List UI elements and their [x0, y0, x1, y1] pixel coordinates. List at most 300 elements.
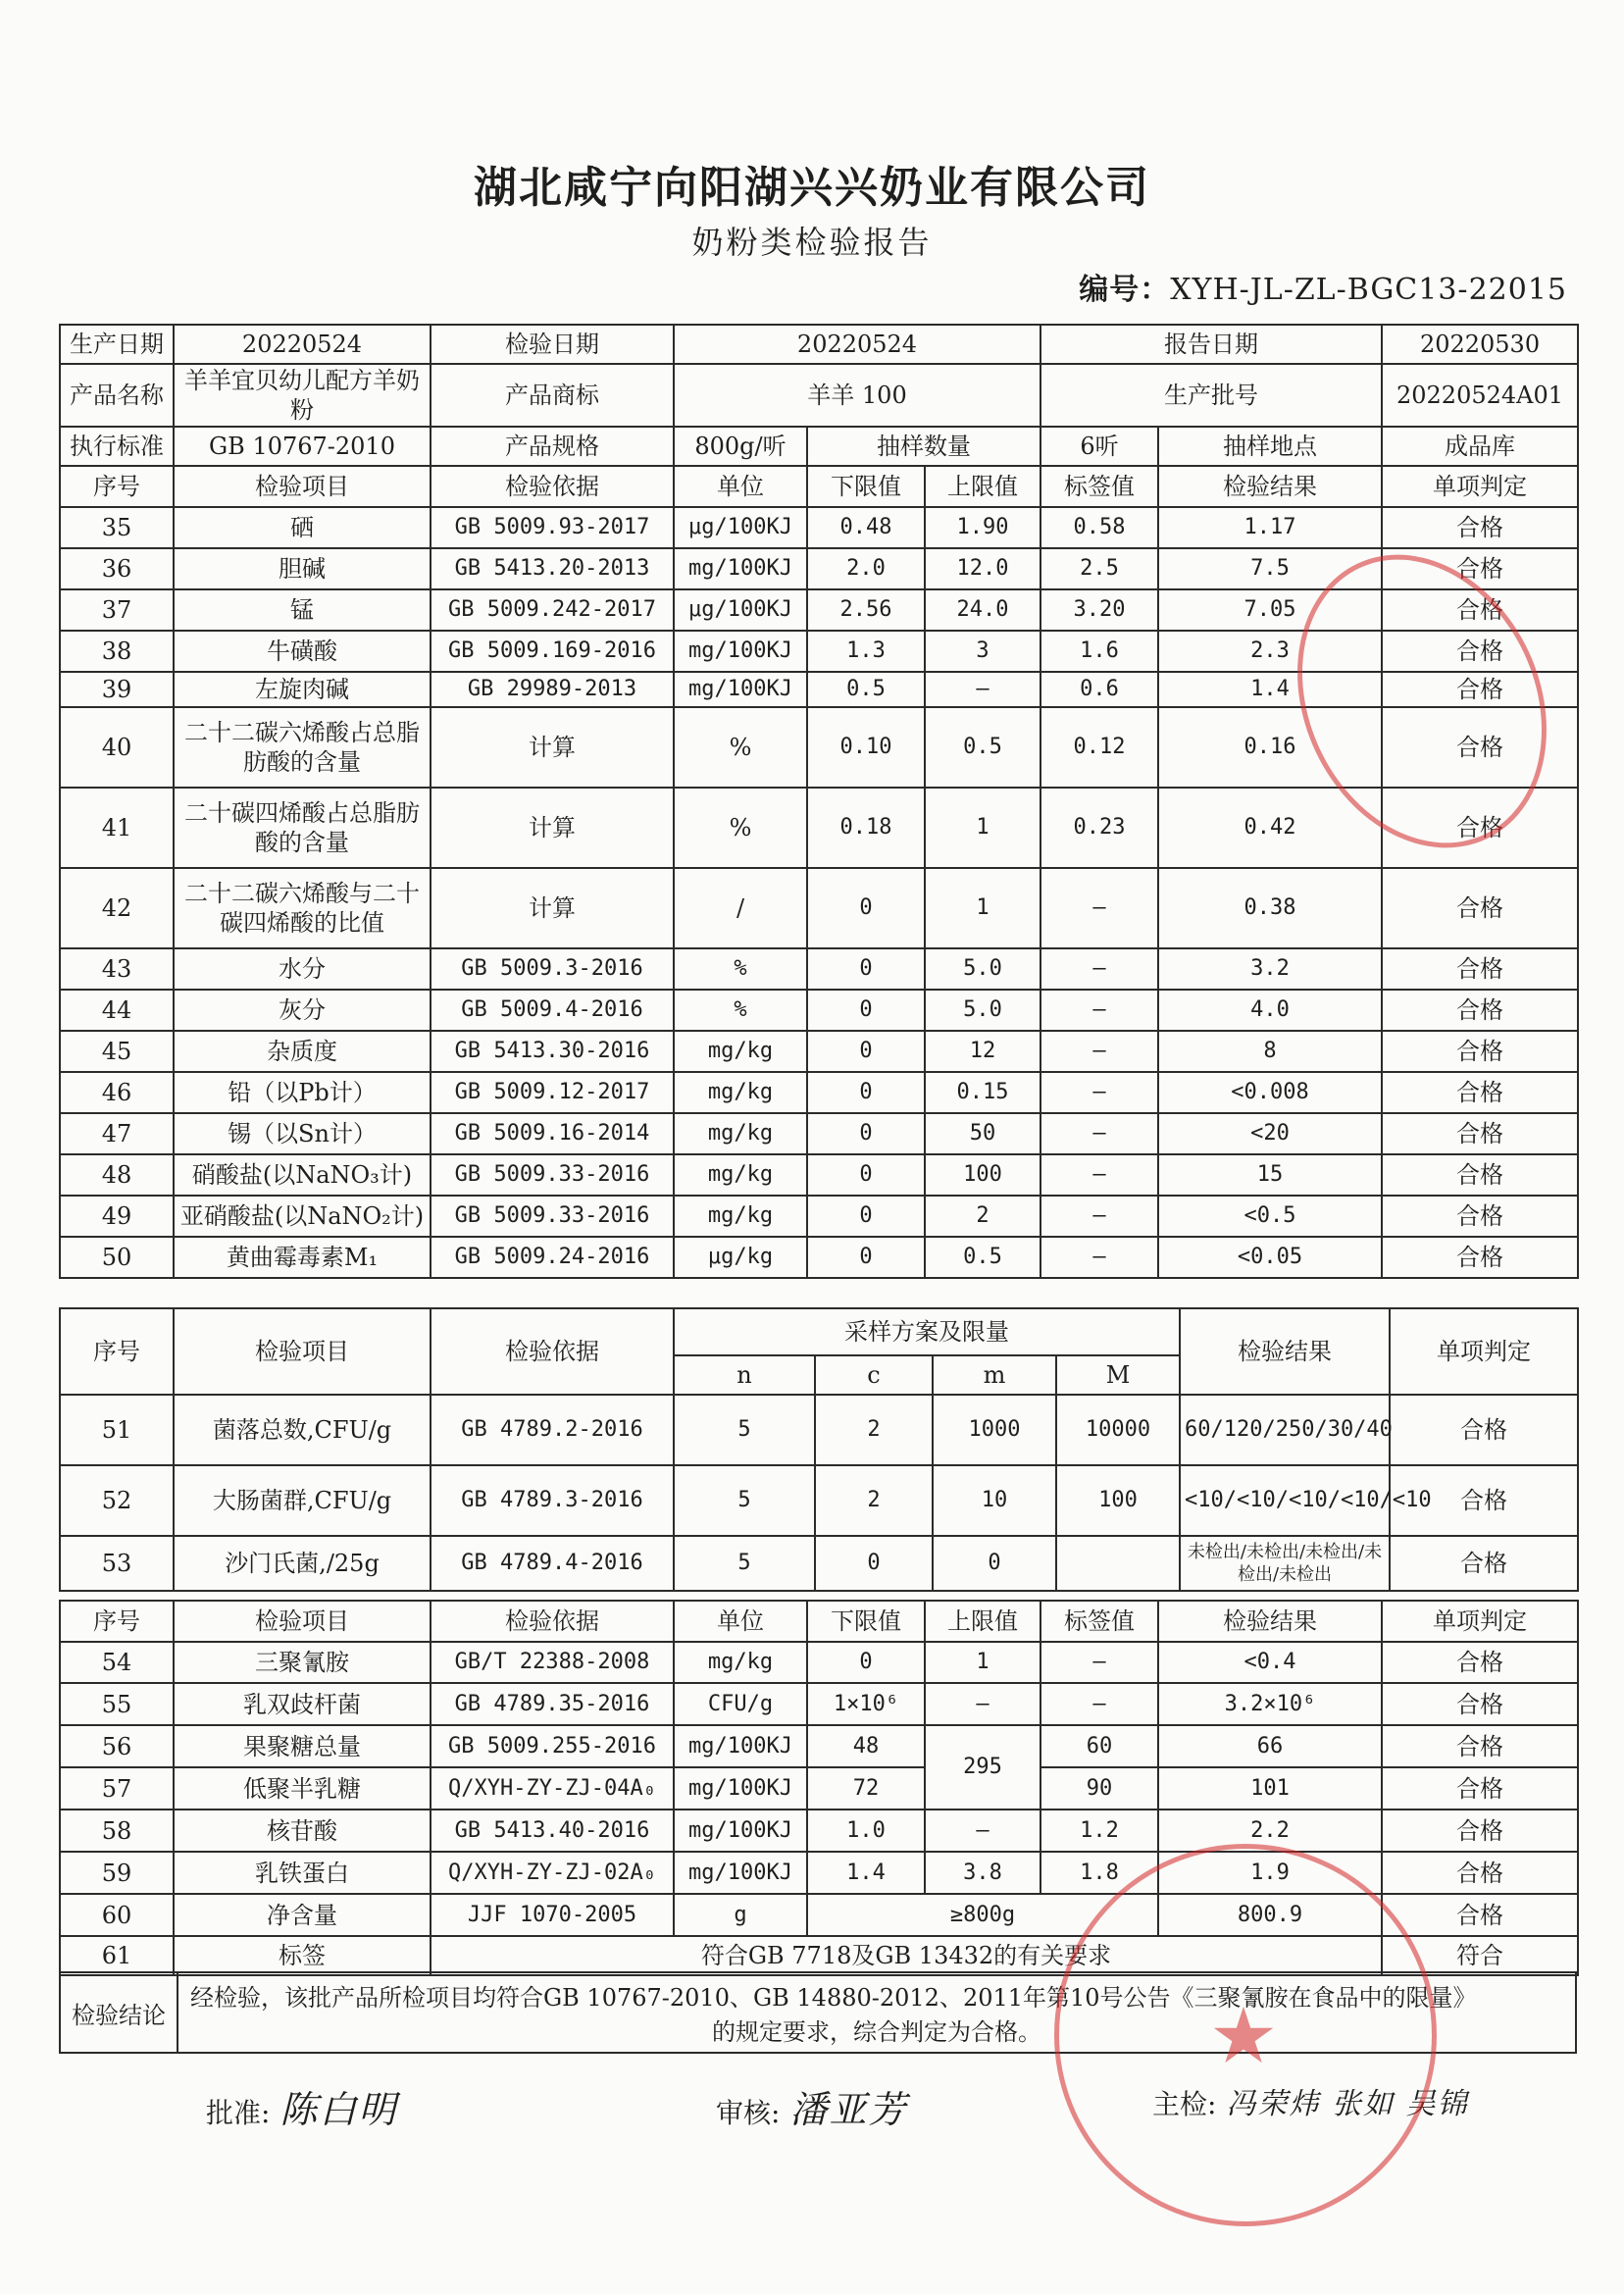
cell: 1 [925, 788, 1040, 868]
cell: 10000 [1056, 1395, 1180, 1465]
cell: mg/kg [674, 1196, 807, 1237]
cell: 0.6 [1040, 672, 1158, 707]
cell: <0.05 [1158, 1237, 1382, 1278]
cell: – [1040, 1237, 1158, 1278]
cell: 5.0 [925, 990, 1040, 1031]
cell: GB 5009.33-2016 [431, 1196, 674, 1237]
cell: 净含量 [174, 1894, 431, 1936]
red-seal-lower [1054, 1844, 1437, 2226]
cell: 24.0 [925, 589, 1040, 631]
cell: 硝酸盐(以NaNO₃计) [174, 1154, 431, 1196]
cell: 0 [807, 1031, 925, 1072]
cell: 未检出/未检出/未检出/未检出/未检出 [1180, 1536, 1390, 1591]
cell: mg/100KJ [674, 1852, 807, 1894]
cell: 1000 [933, 1395, 1056, 1465]
cell: 硒 [174, 507, 431, 548]
col-header: 上限值 [925, 466, 1040, 507]
cell: 2.2 [1158, 1810, 1382, 1852]
product-name-label: 产品名称 [60, 364, 174, 427]
cell: 47 [60, 1113, 174, 1154]
cell: 48 [60, 1154, 174, 1196]
header-row [60, 466, 1578, 507]
col-header: 上限值 [925, 1601, 1040, 1642]
table-row [60, 1395, 1578, 1465]
cell: 59 [60, 1852, 174, 1894]
cell: 50 [60, 1237, 174, 1278]
col-header: 检验项目 [174, 466, 431, 507]
cell: 水分 [174, 948, 431, 990]
cell: μg/100KJ [674, 589, 807, 631]
table-row [60, 507, 1578, 548]
cell: 60 [60, 1894, 174, 1936]
cell: <10/<10/<10/<10/<10 [1180, 1465, 1390, 1536]
cell: mg/kg [674, 1154, 807, 1196]
cell: – [1040, 1113, 1158, 1154]
microbiology-table [59, 1307, 1579, 1592]
cell: 15 [1158, 1154, 1382, 1196]
cell: 合格 [1390, 1395, 1578, 1465]
cell: 0.5 [925, 1237, 1040, 1278]
cell: – [1040, 990, 1158, 1031]
cell: 合格 [1382, 707, 1578, 788]
cell: 0 [807, 1113, 925, 1154]
cell: – [1040, 1683, 1158, 1725]
cell: / [674, 868, 807, 948]
cell: 1 [925, 868, 1040, 948]
cell: 4.0 [1158, 990, 1382, 1031]
cell: – [1040, 1154, 1158, 1196]
cell: 1.3 [807, 631, 925, 672]
cell: 合格 [1382, 1683, 1578, 1725]
cell: 合格 [1382, 948, 1578, 990]
cell: 计算 [431, 707, 674, 788]
cell: GB 5413.40-2016 [431, 1810, 674, 1852]
table-row [60, 1683, 1578, 1725]
production-date: 20220524 [174, 325, 431, 364]
cell: 合格 [1382, 631, 1578, 672]
cell: mg/100KJ [674, 1810, 807, 1852]
cell: 43 [60, 948, 174, 990]
cell: μg/kg [674, 1237, 807, 1278]
cell: 0.5 [925, 707, 1040, 788]
cell: 0.15 [925, 1072, 1040, 1113]
cell: 100 [925, 1154, 1040, 1196]
inspect-label: 主检: [1152, 2088, 1217, 2120]
cell: 锡（以Sn计） [174, 1113, 431, 1154]
col-header: 检验结果 [1158, 1601, 1382, 1642]
cell: % [674, 707, 807, 788]
cell: μg/100KJ [674, 507, 807, 548]
cell: 41 [60, 788, 174, 868]
cell: 菌落总数,CFU/g [174, 1395, 431, 1465]
cell: 大肠菌群,CFU/g [174, 1465, 431, 1536]
col-header: 检验依据 [431, 466, 674, 507]
col-header: 序号 [60, 466, 174, 507]
cell: GB 5009.255-2016 [431, 1725, 674, 1767]
cell: GB 5413.20-2013 [431, 548, 674, 589]
cell: 49 [60, 1196, 174, 1237]
cell: 乳铁蛋白 [174, 1852, 431, 1894]
cell: 1.6 [1040, 631, 1158, 672]
col-header: 单项判定 [1382, 1601, 1578, 1642]
col-header: n [674, 1355, 815, 1395]
cell: 38 [60, 631, 174, 672]
cell: GB 5413.30-2016 [431, 1031, 674, 1072]
cell: 57 [60, 1767, 174, 1810]
cell: 合格 [1382, 868, 1578, 948]
cell: 50 [925, 1113, 1040, 1154]
cell: 5.0 [925, 948, 1040, 990]
header-row [60, 1601, 1578, 1642]
cell: 37 [60, 589, 174, 631]
cell: 800.9 [1158, 1894, 1382, 1936]
col-header: 检验依据 [431, 1308, 674, 1395]
inspect-sign: 冯荣炜 张如 吴锦 [1226, 2087, 1469, 2121]
cell: 1.90 [925, 507, 1040, 548]
cell: 2 [815, 1395, 933, 1465]
cell: 3 [925, 631, 1040, 672]
cell: mg/100KJ [674, 548, 807, 589]
cell: GB/T 22388-2008 [431, 1642, 674, 1683]
cell: 三聚氰胺 [174, 1642, 431, 1683]
cell: 54 [60, 1642, 174, 1683]
cell: <0.008 [1158, 1072, 1382, 1113]
table-row [60, 948, 1578, 990]
cell: 0 [807, 1196, 925, 1237]
cell: 0.42 [1158, 788, 1382, 868]
table-row [60, 1465, 1578, 1536]
cell: 合格 [1382, 672, 1578, 707]
cell: 标签 [174, 1936, 431, 1975]
cell: 计算 [431, 868, 674, 948]
cell: 45 [60, 1031, 174, 1072]
cell: – [1040, 1642, 1158, 1683]
cell: 杂质度 [174, 1031, 431, 1072]
approve-label: 批准: [206, 2097, 271, 2129]
cell: GB 4789.35-2016 [431, 1683, 674, 1725]
col-header: 标签值 [1040, 466, 1158, 507]
cell: 53 [60, 1536, 174, 1591]
cell: 3.8 [925, 1852, 1040, 1894]
cell: GB 4789.2-2016 [431, 1395, 674, 1465]
cell: JJF 1070-2005 [431, 1894, 674, 1936]
cell: 60/120/250/30/40 [1180, 1395, 1390, 1465]
cell: 铅（以Pb计） [174, 1072, 431, 1113]
table-row [60, 1031, 1578, 1072]
cell: 0.18 [807, 788, 925, 868]
cell: 合格 [1382, 1237, 1578, 1278]
cell: 48 [807, 1725, 925, 1767]
table-row [60, 1810, 1578, 1852]
approve-signature [206, 2079, 397, 2133]
cell: 61 [60, 1936, 174, 1975]
cell: GB 5009.169-2016 [431, 631, 674, 672]
cell: mg/kg [674, 1642, 807, 1683]
cell [1056, 1536, 1180, 1591]
cell: 牛磺酸 [174, 631, 431, 672]
seal-star-icon: ★ [1212, 1994, 1279, 2076]
cell: 0.48 [807, 507, 925, 548]
inspection-date: 20220524 [674, 325, 1040, 364]
cell: 合格 [1382, 1852, 1578, 1894]
cell: GB 5009.33-2016 [431, 1154, 674, 1196]
col-header: 标签值 [1040, 1601, 1158, 1642]
cell: – [1040, 948, 1158, 990]
cell: GB 5009.12-2017 [431, 1072, 674, 1113]
cell: 0 [807, 948, 925, 990]
cell: 锰 [174, 589, 431, 631]
cell: 8 [1158, 1031, 1382, 1072]
cell: 合格 [1382, 1642, 1578, 1683]
cell: 合格 [1382, 548, 1578, 589]
cell: 合格 [1390, 1465, 1578, 1536]
micro-header-row-1 [60, 1308, 1578, 1355]
conclusion-label: 检验结论 [61, 1973, 178, 2052]
cell: 合格 [1382, 1196, 1578, 1237]
info-row-1 [60, 325, 1578, 364]
cell: 亚硝酸盐(以NaNO₂计) [174, 1196, 431, 1237]
cell: 0.58 [1040, 507, 1158, 548]
cell: 2 [815, 1465, 933, 1536]
cell: 46 [60, 1072, 174, 1113]
cell: – [1040, 1072, 1158, 1113]
cell: 2 [925, 1196, 1040, 1237]
cell: 乳双歧杆菌 [174, 1683, 431, 1725]
cell: 5 [674, 1395, 815, 1465]
cell: 0 [807, 1072, 925, 1113]
conclusion-line-1: 经检验，该批产品所检项目均符合GB 10767-2010、GB 14880-2012、2011年第10号公告《三聚氰胺在食品中的限量》 [190, 1984, 1477, 2012]
table-row [60, 1767, 1578, 1810]
cell: 12 [925, 1031, 1040, 1072]
cell: 66 [1158, 1725, 1382, 1767]
cell: 58 [60, 1810, 174, 1852]
cell: 10 [933, 1465, 1056, 1536]
cell: 39 [60, 672, 174, 707]
col-header: m [933, 1355, 1056, 1395]
spec: 800g/听 [674, 427, 807, 466]
table-row [60, 1642, 1578, 1683]
cell: – [1040, 868, 1158, 948]
cell: 0.12 [1040, 707, 1158, 788]
cell: 72 [807, 1767, 925, 1810]
cell: 5 [674, 1536, 815, 1591]
inspection-date-label: 检验日期 [431, 325, 674, 364]
cell: 合格 [1382, 507, 1578, 548]
col-header: 检验项目 [174, 1308, 431, 1395]
cell: 0 [933, 1536, 1056, 1591]
company-name: 湖北咸宁向阳湖兴兴奶业有限公司 [474, 163, 1150, 213]
cell: 40 [60, 707, 174, 788]
sample-qty: 6听 [1040, 427, 1158, 466]
cell: 2.56 [807, 589, 925, 631]
cell: 0 [807, 1154, 925, 1196]
cell: <0.4 [1158, 1642, 1382, 1683]
cell: GB 5009.16-2014 [431, 1113, 674, 1154]
col-header: 序号 [60, 1308, 174, 1395]
sample-loc: 成品库 [1382, 427, 1578, 466]
cell: 36 [60, 548, 174, 589]
col-header: c [815, 1355, 933, 1395]
cell: 3.2 [1158, 948, 1382, 990]
col-header: 下限值 [807, 1601, 925, 1642]
col-header: M [1056, 1355, 1180, 1395]
cell: 1.4 [1158, 672, 1382, 707]
cell: GB 5009.24-2016 [431, 1237, 674, 1278]
cell: 合格 [1382, 1072, 1578, 1113]
cell: 1×10⁶ [807, 1683, 925, 1725]
cell: 52 [60, 1465, 174, 1536]
col-header: 检验项目 [174, 1601, 431, 1642]
cell: 0 [807, 990, 925, 1031]
brand: 羊羊 100 [674, 364, 1040, 427]
cell: 2.5 [1040, 548, 1158, 589]
cell: Q/XYH-ZY-ZJ-04A₀ [431, 1767, 674, 1810]
info-row-2 [60, 364, 1578, 427]
table-row [60, 1072, 1578, 1113]
cell: 合格 [1382, 990, 1578, 1031]
cell: 100 [1056, 1465, 1180, 1536]
cell: 51 [60, 1395, 174, 1465]
document-number [1079, 265, 1567, 308]
col-header: 序号 [60, 1601, 174, 1642]
cell: 56 [60, 1725, 174, 1767]
cell: – [925, 672, 1040, 707]
cell: % [674, 990, 807, 1031]
cell: 90 [1040, 1767, 1158, 1810]
approve-sign: 陈白明 [279, 2088, 398, 2131]
conclusion-line-2: 的规定要求，综合判定为合格。 [712, 2017, 1041, 2046]
cell: 0.10 [807, 707, 925, 788]
info-row-3 [60, 427, 1578, 466]
table-row [60, 1536, 1578, 1591]
cell: mg/100KJ [674, 1725, 807, 1767]
cell: – [925, 1683, 1040, 1725]
cell: 0.5 [807, 672, 925, 707]
cell: 符合 [1382, 1936, 1578, 1975]
micro-rows [60, 1395, 1578, 1591]
table-row [60, 1113, 1578, 1154]
cell: 1.4 [807, 1852, 925, 1894]
cell: GB 5009.242-2017 [431, 589, 674, 631]
cell: % [674, 948, 807, 990]
cell: 295 [925, 1725, 1040, 1810]
col-header: 单位 [674, 1601, 807, 1642]
batch-label: 生产批号 [1040, 364, 1382, 427]
cell: 合格 [1382, 1154, 1578, 1196]
document-number-label: 编号： [1079, 273, 1171, 307]
cell: 35 [60, 507, 174, 548]
cell: 12.0 [925, 548, 1040, 589]
cell: 0.38 [1158, 868, 1382, 948]
sample-qty-label: 抽样数量 [807, 427, 1040, 466]
cell: 合格 [1382, 1113, 1578, 1154]
cell: ≥800g [807, 1894, 1158, 1936]
cell: – [925, 1810, 1040, 1852]
cell: mg/100KJ [674, 1767, 807, 1810]
col-header: 单项判定 [1390, 1308, 1578, 1395]
cell: 0 [807, 868, 925, 948]
cell: mg/100KJ [674, 631, 807, 672]
table-row [60, 1237, 1578, 1278]
cell: 合格 [1390, 1536, 1578, 1591]
review-label: 审核: [716, 2097, 781, 2129]
cell: 二十二碳六烯酸与二十碳四烯酸的比值 [174, 868, 431, 948]
col-header: 单项判定 [1382, 466, 1578, 507]
cell: 合格 [1382, 1810, 1578, 1852]
cell: % [674, 788, 807, 868]
batch: 20220524A01 [1382, 364, 1578, 427]
cell: 合格 [1382, 1767, 1578, 1810]
cell: 0.23 [1040, 788, 1158, 868]
report-date-label: 报告日期 [1040, 325, 1382, 364]
cell: g [674, 1894, 807, 1936]
cell: 合格 [1382, 1894, 1578, 1936]
cell: 二十碳四烯酸占总脂肪酸的含量 [174, 788, 431, 868]
cell: – [1040, 1196, 1158, 1237]
cell: GB 4789.3-2016 [431, 1465, 674, 1536]
cell: 果聚糖总量 [174, 1725, 431, 1767]
cell: 0 [807, 1237, 925, 1278]
brand-label: 产品商标 [431, 364, 674, 427]
cell: 3.20 [1040, 589, 1158, 631]
cell: 44 [60, 990, 174, 1031]
cell: <20 [1158, 1113, 1382, 1154]
cell: 左旋肉碱 [174, 672, 431, 707]
cell: 二十二碳六烯酸占总脂肪酸的含量 [174, 707, 431, 788]
table-row [60, 990, 1578, 1031]
cell: GB 29989-2013 [431, 672, 674, 707]
cell: mg/kg [674, 1113, 807, 1154]
cell: 合格 [1382, 1725, 1578, 1767]
cell: GB 5009.3-2016 [431, 948, 674, 990]
production-date-label: 生产日期 [60, 325, 174, 364]
standard-label: 执行标准 [60, 427, 174, 466]
cell: 55 [60, 1683, 174, 1725]
table-row [60, 868, 1578, 948]
col-header: 检验结果 [1180, 1308, 1390, 1395]
table-row [60, 1196, 1578, 1237]
cell: GB 5009.93-2017 [431, 507, 674, 548]
table-row [60, 1154, 1578, 1196]
report-date: 20220530 [1382, 325, 1578, 364]
sample-loc-label: 抽样地点 [1158, 427, 1382, 466]
cell: 2.0 [807, 548, 925, 589]
cell: 1.17 [1158, 507, 1382, 548]
cell: 7.05 [1158, 589, 1382, 631]
review-signature [716, 2079, 907, 2133]
cell: 0.16 [1158, 707, 1382, 788]
cell: 1.2 [1040, 1810, 1158, 1852]
cell: 60 [1040, 1725, 1158, 1767]
cell: mg/kg [674, 1031, 807, 1072]
cell: 符合GB 7718及GB 13432的有关要求 [431, 1936, 1382, 1975]
review-sign: 潘亚芳 [789, 2088, 908, 2131]
cell: 1 [925, 1642, 1040, 1683]
col-header: 采样方案及限量 [674, 1308, 1180, 1355]
col-header: 检验结果 [1158, 466, 1382, 507]
cell: mg/100KJ [674, 672, 807, 707]
cell: 2.3 [1158, 631, 1382, 672]
col-header: 下限值 [807, 466, 925, 507]
cell: 胆碱 [174, 548, 431, 589]
cell: 0 [807, 1642, 925, 1683]
cell: 合格 [1382, 788, 1578, 868]
cell: 合格 [1382, 589, 1578, 631]
cell: 黄曲霉毒素M₁ [174, 1237, 431, 1278]
cell: <0.5 [1158, 1196, 1382, 1237]
report-title: 奶粉类检验报告 [691, 224, 933, 261]
cell: 0 [815, 1536, 933, 1591]
